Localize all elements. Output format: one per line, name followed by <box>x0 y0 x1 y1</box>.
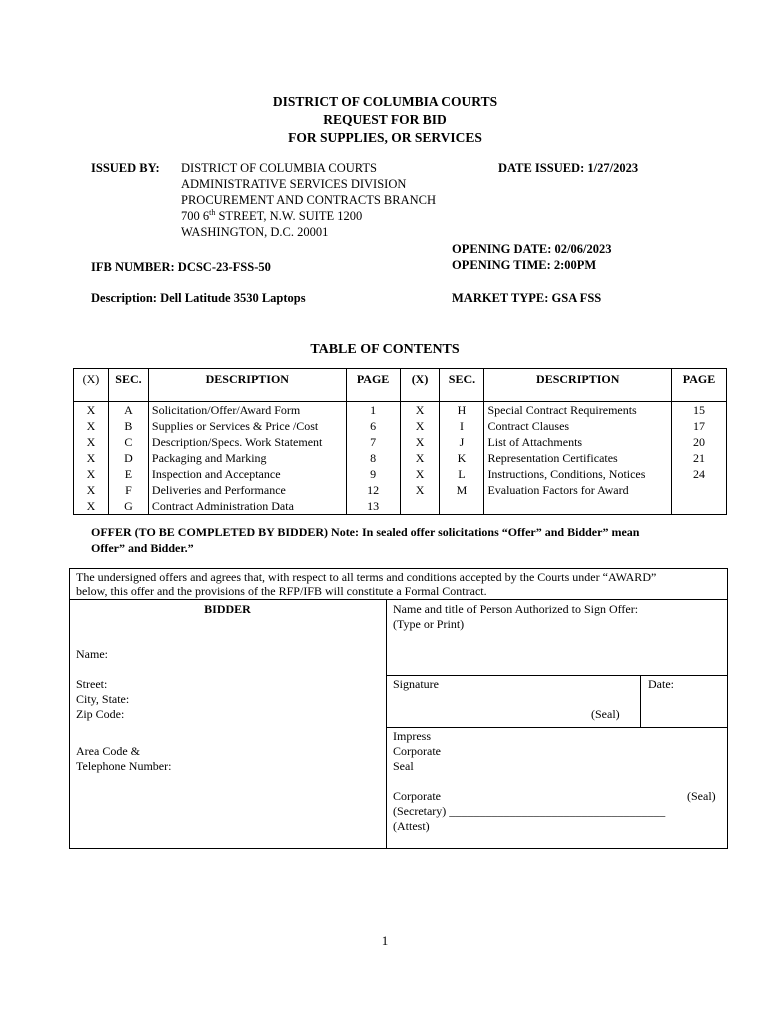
toc-cell: X <box>400 402 440 419</box>
toc-cell: 8 <box>346 450 400 466</box>
offer-note-line-2: Offer” and Bidder.” <box>91 541 194 555</box>
toc-cell <box>672 498 727 515</box>
type-or-print-label: (Type or Print) <box>393 617 465 631</box>
toc-cell: I <box>440 418 484 434</box>
toc-row <box>74 450 727 466</box>
toc-header-x: (X) <box>74 369 109 402</box>
toc-cell: Evaluation Factors for Award <box>484 482 672 498</box>
secretary-line: (Secretary) ____________________________________ <box>393 804 666 818</box>
toc-row <box>74 498 727 515</box>
toc-cell: X <box>74 434 109 450</box>
toc-cell: L <box>440 466 484 482</box>
toc-row <box>74 434 727 450</box>
toc-cell: 6 <box>346 418 400 434</box>
toc-header-page: PAGE <box>346 369 400 402</box>
toc-cell: Representation Certificates <box>484 450 672 466</box>
toc-header-row <box>74 369 727 402</box>
toc-row <box>74 402 727 419</box>
form-divider <box>386 675 728 676</box>
toc-cell <box>672 482 727 498</box>
toc-cell: D <box>108 450 148 466</box>
toc-cell: G <box>108 498 148 515</box>
toc-header-page-2: PAGE <box>672 369 727 402</box>
description: Description: Dell Latitude 3530 Laptops <box>91 291 306 305</box>
impress-corporate-label: Corporate <box>393 744 441 758</box>
corporate-label: Corporate <box>393 789 441 803</box>
date-issued: DATE ISSUED: 1/27/2023 <box>498 161 639 175</box>
toc-cell <box>484 498 672 515</box>
toc-row <box>74 482 727 498</box>
toc-cell: Solicitation/Offer/Award Form <box>148 402 346 419</box>
toc-title: TABLE OF CONTENTS <box>310 342 460 357</box>
toc-cell: 21 <box>672 450 727 466</box>
header-line-2: REQUEST FOR BID <box>323 112 447 127</box>
signature-label: Signature <box>393 677 439 691</box>
toc-cell: X <box>74 450 109 466</box>
toc-cell: 13 <box>346 498 400 515</box>
issuer-address-line-3: PROCUREMENT AND CONTRACTS BRANCH <box>181 193 437 207</box>
page-number: 1 <box>381 933 389 948</box>
market-type: MARKET TYPE: GSA FSS <box>452 291 602 305</box>
toc-cell <box>400 498 440 515</box>
toc-cell: Contract Clauses <box>484 418 672 434</box>
issuer-address-line-5: WASHINGTON, D.C. 20001 <box>181 225 329 239</box>
toc-cell: H <box>440 402 484 419</box>
toc-cell: X <box>400 450 440 466</box>
corporate-seal-label: (Seal) <box>687 789 716 803</box>
toc-cell: 7 <box>346 434 400 450</box>
toc-cell: Deliveries and Performance <box>148 482 346 498</box>
area-code-label: Area Code & <box>76 744 140 758</box>
form-divider <box>69 599 728 600</box>
toc-cell: 20 <box>672 434 727 450</box>
street-label: Street: <box>76 677 108 691</box>
issuer-address-line-4: 700 6th STREET, N.W. SUITE 1200 <box>181 207 363 223</box>
toc-cell: List of Attachments <box>484 434 672 450</box>
issued-by-label: ISSUED BY: <box>91 161 160 175</box>
toc-cell: 24 <box>672 466 727 482</box>
telephone-label: Telephone Number: <box>76 759 172 773</box>
toc-table <box>73 368 727 515</box>
issuer-address-line-1: DISTRICT OF COLUMBIA COURTS <box>181 161 377 175</box>
city-state-label: City, State: <box>76 692 130 706</box>
toc-header-description: DESCRIPTION <box>148 369 346 402</box>
toc-cell: Special Contract Requirements <box>484 402 672 419</box>
opening-date: OPENING DATE: 02/06/2023 <box>452 242 612 256</box>
toc-header-x-2: (X) <box>400 369 440 402</box>
toc-cell: X <box>74 498 109 515</box>
toc-cell: J <box>440 434 484 450</box>
toc-header-sec-2: SEC. <box>440 369 484 402</box>
toc-header-sec: SEC. <box>108 369 148 402</box>
toc-cell: X <box>74 418 109 434</box>
toc-cell: Packaging and Marking <box>148 450 346 466</box>
toc-cell: K <box>440 450 484 466</box>
toc-cell: B <box>108 418 148 434</box>
seal-label: (Seal) <box>591 707 620 721</box>
toc-cell: F <box>108 482 148 498</box>
ifb-number: IFB NUMBER: DCSC-23-FSS-50 <box>91 260 271 274</box>
toc-cell: 9 <box>346 466 400 482</box>
toc-cell: X <box>400 418 440 434</box>
toc-cell: X <box>400 482 440 498</box>
toc-cell: M <box>440 482 484 498</box>
toc-cell: Inspection and Acceptance <box>148 466 346 482</box>
attest-label: (Attest) <box>393 819 430 833</box>
bidder-heading: BIDDER <box>204 602 251 616</box>
toc-row <box>74 466 727 482</box>
form-divider <box>386 599 387 849</box>
toc-cell: Instructions, Conditions, Notices <box>484 466 672 482</box>
opening-time: OPENING TIME: 2:00PM <box>452 258 597 272</box>
impress-seal-label: Seal <box>393 759 414 773</box>
toc-cell: X <box>74 466 109 482</box>
toc-cell: X <box>74 482 109 498</box>
toc-cell: 15 <box>672 402 727 419</box>
toc-cell: X <box>400 466 440 482</box>
authorized-name-title-label: Name and title of Person Authorized to Sign Offer: <box>393 602 639 616</box>
toc-cell: 12 <box>346 482 400 498</box>
toc-cell: C <box>108 434 148 450</box>
toc-header-description-2: DESCRIPTION <box>484 369 672 402</box>
toc-cell: Description/Specs. Work Statement <box>148 434 346 450</box>
issuer-address-line-2: ADMINISTRATIVE SERVICES DIVISION <box>181 177 407 191</box>
header-line-3: FOR SUPPLIES, OR SERVICES <box>288 130 482 145</box>
offer-intro-line-2: below, this offer and the provisions of the RFP/IFB will constitute a Formal Contract. <box>76 584 487 598</box>
toc-cell: Contract Administration Data <box>148 498 346 515</box>
form-divider <box>640 675 641 727</box>
offer-intro-line-1: The undersigned offers and agrees that, with respect to all terms and conditions accepted by the Courts under “AWARD” <box>76 570 657 584</box>
form-divider <box>386 727 728 728</box>
date-label: Date: <box>648 677 674 691</box>
toc-cell: 17 <box>672 418 727 434</box>
offer-note-line-1: OFFER (TO BE COMPLETED BY BIDDER) Note: In sealed offer solicitations “Offer” and Bidder” mean <box>91 525 640 539</box>
toc-cell: X <box>400 434 440 450</box>
toc-cell: Supplies or Services & Price /Cost <box>148 418 346 434</box>
toc-cell: X <box>74 402 109 419</box>
toc-cell: 1 <box>346 402 400 419</box>
toc-row <box>74 418 727 434</box>
toc-cell: A <box>108 402 148 419</box>
toc-cell <box>440 498 484 515</box>
zip-code-label: Zip Code: <box>76 707 125 721</box>
header-line-1: DISTRICT OF COLUMBIA COURTS <box>272 94 498 109</box>
impress-label: Impress <box>393 729 431 743</box>
toc-cell: E <box>108 466 148 482</box>
name-label: Name: <box>76 647 108 661</box>
